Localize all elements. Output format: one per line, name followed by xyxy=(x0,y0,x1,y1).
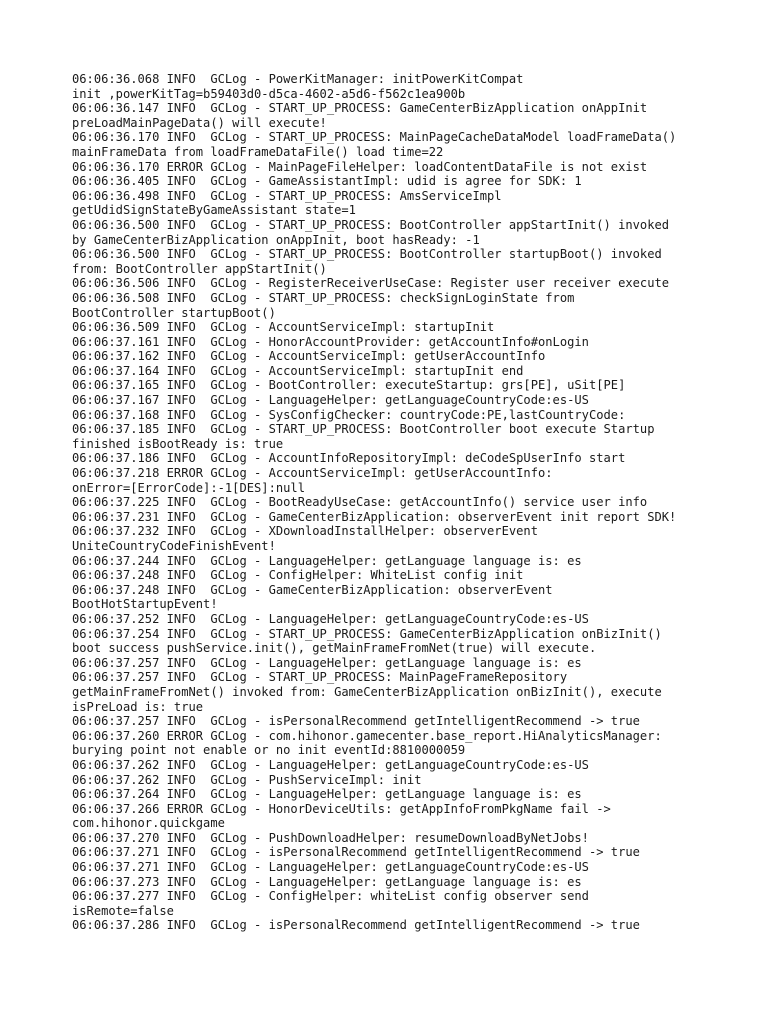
log-line: 06:06:37.231 INFO GCLog - GameCenterBizApplication: observerEvent init report SDK! xyxy=(72,509,677,524)
log-line: 06:06:37.185 INFO GCLog - START_UP_PROCESS: BootController boot execute Startup xyxy=(72,422,655,437)
log-line: 06:06:37.252 INFO GCLog - LanguageHelper: getLanguageCountryCode:es-US xyxy=(72,611,589,626)
log-line: 06:06:37.248 INFO GCLog - ConfigHelper: WhiteList config init xyxy=(72,568,524,583)
log-line: mainFrameData from loadFrameDataFile() load time=22 xyxy=(72,144,444,159)
log-line: getUdidSignStateByGameAssistant state=1 xyxy=(72,203,356,218)
log-line: 06:06:36.500 INFO GCLog - START_UP_PROCESS: BootController startupBoot() invoked xyxy=(72,247,662,262)
log-line: BootHotStartupEvent! xyxy=(72,597,218,612)
log-text-block xyxy=(72,72,752,933)
log-line: 06:06:36.509 INFO GCLog - AccountServiceImpl: startupInit xyxy=(72,320,495,335)
log-line: 06:06:37.271 INFO GCLog - LanguageHelper: getLanguageCountryCode:es-US xyxy=(72,860,589,875)
log-line: 06:06:36.500 INFO GCLog - START_UP_PROCESS: BootController appStartInit() invoked xyxy=(72,217,670,232)
log-line: 06:06:37.257 INFO GCLog - START_UP_PROCESS: MainPageFrameRepository xyxy=(72,670,568,685)
log-line: 06:06:37.273 INFO GCLog - LanguageHelper: getLanguage language is: es xyxy=(72,874,582,889)
log-line: 06:06:37.262 INFO GCLog - PushServiceImpl: init xyxy=(72,772,422,787)
log-line: isPreLoad is: true xyxy=(72,699,204,714)
log-line: 06:06:36.498 INFO GCLog - START_UP_PROCESS: AmsServiceImpl xyxy=(72,188,502,203)
log-line: 06:06:37.270 INFO GCLog - PushDownloadHelper: resumeDownloadByNetJobs! xyxy=(72,830,589,845)
log-line: 06:06:37.161 INFO GCLog - HonorAccountProvider: getAccountInfo#onLogin xyxy=(72,334,589,349)
log-line: 06:06:37.167 INFO GCLog - LanguageHelper: getLanguageCountryCode:es-US xyxy=(72,393,589,408)
log-line: isRemote=false xyxy=(72,903,174,918)
log-line: 06:06:37.277 INFO GCLog - ConfigHelper: whiteList config observer send xyxy=(72,889,589,904)
log-line: boot success pushService.init(), getMainFrameFromNet(true) will execute. xyxy=(72,641,597,656)
log-line: 06:06:37.257 INFO GCLog - isPersonalRecommend getIntelligentRecommend -> true xyxy=(72,714,640,729)
log-line: 06:06:37.162 INFO GCLog - AccountServiceImpl: getUserAccountInfo xyxy=(72,349,546,364)
log-line: UniteCountryCodeFinishEvent! xyxy=(72,539,276,553)
log-line: 06:06:37.168 INFO GCLog - SysConfigChecker: countryCode:PE,lastCountryCode: xyxy=(72,407,626,422)
log-line: 06:06:36.405 INFO GCLog - GameAssistantImpl: udid is agree for SDK: 1 xyxy=(72,174,582,189)
log-line: 06:06:36.170 INFO GCLog - START_UP_PROCESS: MainPageCacheDataModel loadFrameData() xyxy=(72,130,677,145)
log-line: 06:06:37.257 INFO GCLog - LanguageHelper: getLanguage language is: es xyxy=(72,655,582,670)
log-line: 06:06:37.225 INFO GCLog - BootReadyUseCase: getAccountInfo() service user info xyxy=(72,495,648,510)
log-line: 06:06:37.271 INFO GCLog - isPersonalRecommend getIntelligentRecommend -> true xyxy=(72,845,640,860)
log-line: BootController startupBoot() xyxy=(72,305,276,320)
log-line: 06:06:37.232 INFO GCLog - XDownloadInstallHelper: observerEvent xyxy=(72,524,538,539)
log-line: from: BootController appStartInit() xyxy=(72,261,327,276)
log-line: 06:06:37.260 ERROR GCLog - com.hihonor.gamecenter.base_report.HiAnalyticsManager: xyxy=(72,728,662,743)
log-line: com.hihonor.quickgame xyxy=(72,816,225,831)
log-line: 06:06:37.218 ERROR GCLog - AccountServiceImpl: getUserAccountInfo: xyxy=(72,466,553,481)
log-line: 06:06:36.506 INFO GCLog - RegisterReceiverUseCase: Register user receiver execute xyxy=(72,276,670,291)
log-line: 06:06:36.508 INFO GCLog - START_UP_PROCESS: checkSignLoginState from xyxy=(72,290,575,305)
document-page xyxy=(72,72,752,933)
log-line: 06:06:36.170 ERROR GCLog - MainPageFileHelper: loadContentDataFile is not exist xyxy=(72,159,648,174)
log-line: init ,powerKitTag=b59403d0-d5ca-4602-a5d6-f562c1ea900b xyxy=(72,86,466,101)
log-line: getMainFrameFromNet() invoked from: GameCenterBizApplication onBizInit(), execute xyxy=(72,684,662,699)
log-line: 06:06:36.068 INFO GCLog - PowerKitManager: initPowerKitCompat xyxy=(72,72,524,86)
log-line: burying point not enable or no init eventId:8810000059 xyxy=(72,743,466,758)
log-line: 06:06:37.264 INFO GCLog - LanguageHelper: getLanguage language is: es xyxy=(72,787,582,802)
log-line: 06:06:36.147 INFO GCLog - START_UP_PROCESS: GameCenterBizApplication onAppInit xyxy=(72,101,648,116)
log-line: onError=[ErrorCode]:-1[DES]:null xyxy=(72,480,305,495)
log-line: 06:06:37.244 INFO GCLog - LanguageHelper: getLanguage language is: es xyxy=(72,553,582,568)
log-line: 06:06:37.248 INFO GCLog - GameCenterBizApplication: observerEvent xyxy=(72,582,553,597)
log-line: 06:06:37.286 INFO GCLog - isPersonalRecommend getIntelligentRecommend -> true xyxy=(72,918,640,933)
log-line: 06:06:37.186 INFO GCLog - AccountInfoRepositoryImpl: deCodeSpUserInfo start xyxy=(72,451,626,466)
log-line: finished isBootReady is: true xyxy=(72,436,284,451)
log-line: 06:06:37.262 INFO GCLog - LanguageHelper: getLanguageCountryCode:es-US xyxy=(72,757,589,772)
log-line: 06:06:37.254 INFO GCLog - START_UP_PROCESS: GameCenterBizApplication onBizInit() xyxy=(72,626,662,641)
log-line: 06:06:37.266 ERROR GCLog - HonorDeviceUtils: getAppInfoFromPkgName fail -> xyxy=(72,801,611,816)
log-line: 06:06:37.165 INFO GCLog - BootController: executeStartup: grs[PE], uSit[PE] xyxy=(72,378,626,393)
log-line: preLoadMainPageData() will execute! xyxy=(72,115,327,130)
log-line: 06:06:37.164 INFO GCLog - AccountServiceImpl: startupInit end xyxy=(72,363,524,378)
log-line: by GameCenterBizApplication onAppInit, boot hasReady: -1 xyxy=(72,232,480,247)
